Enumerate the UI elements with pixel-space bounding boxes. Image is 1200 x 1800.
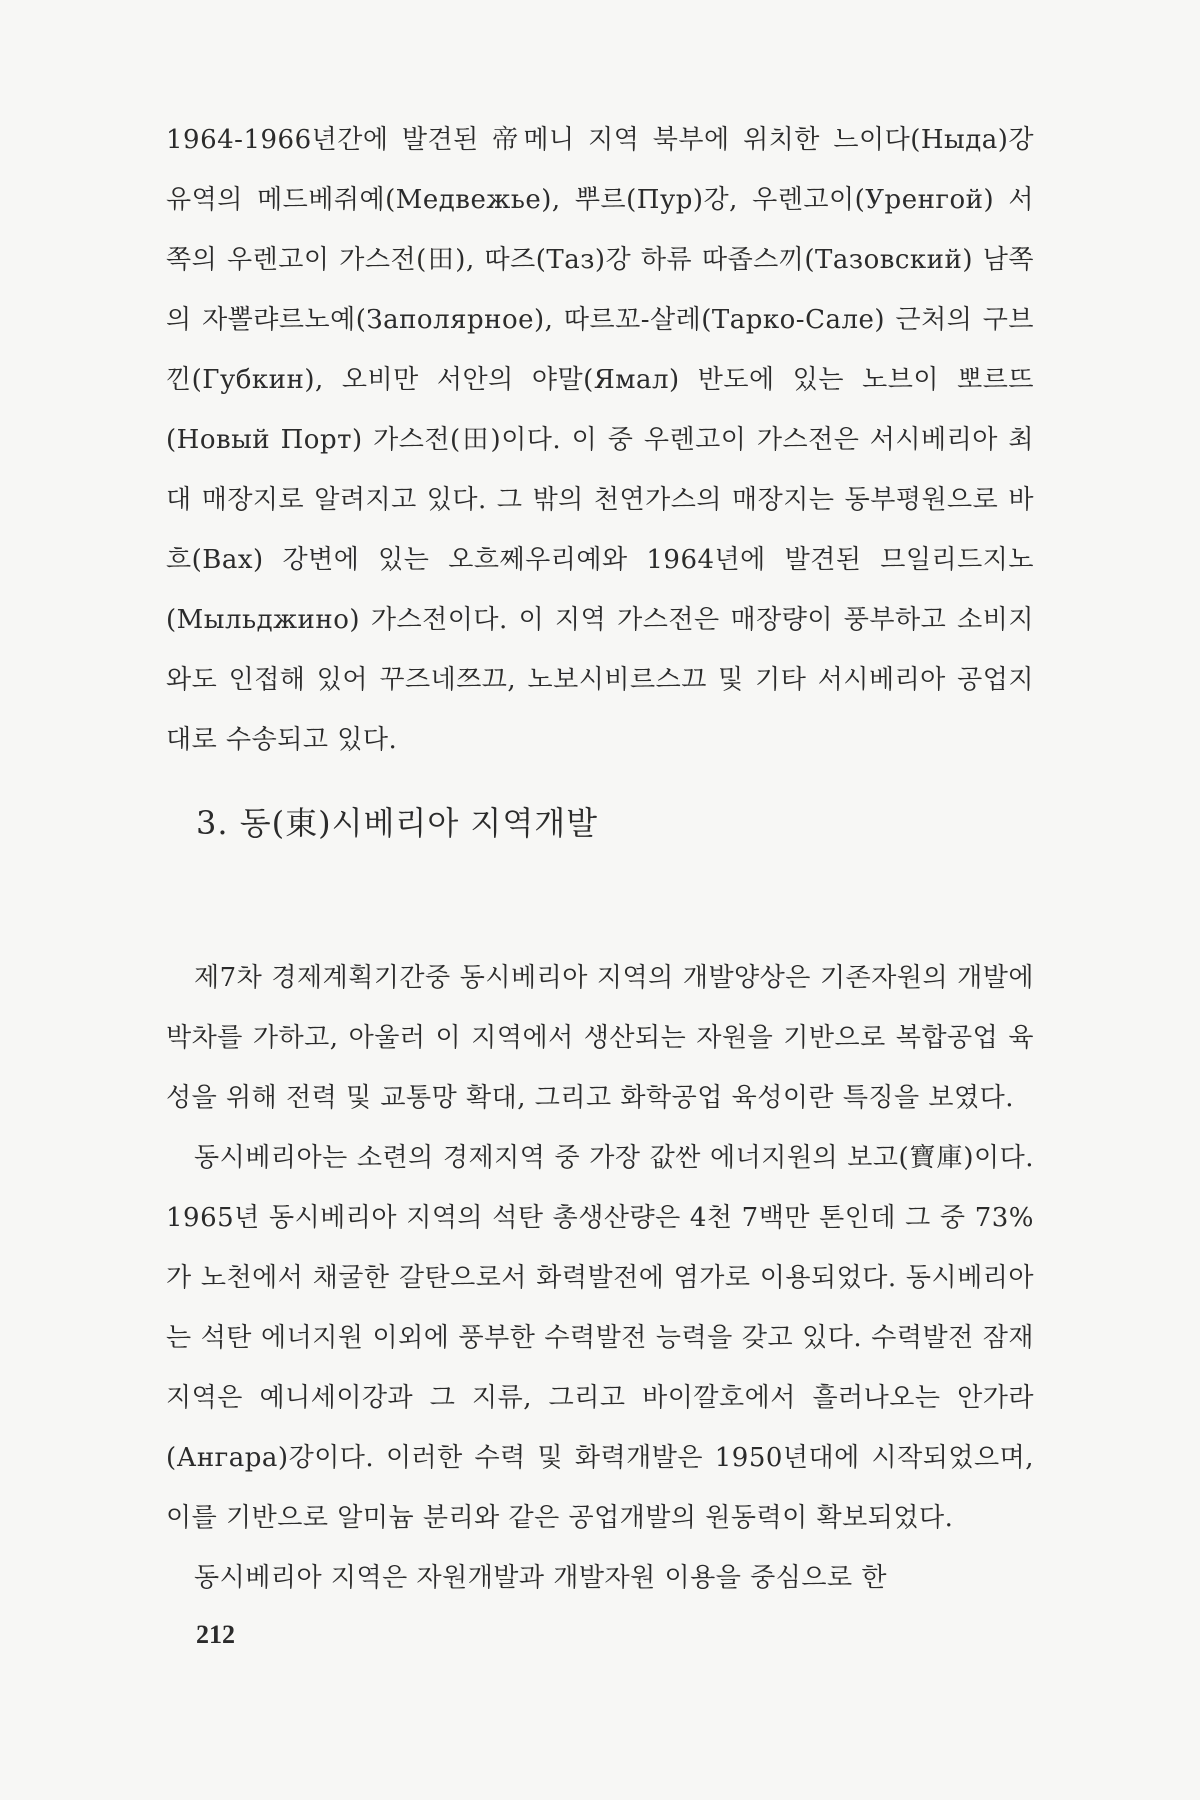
body-text-bottom (166, 948, 1034, 1608)
paragraph-continuation: 동시베리아 지역은 자원개발과 개발자원 이용을 중심으로 한 (194, 1563, 887, 1593)
paragraph-west-siberia-gas: 1964-1966년간에 발견된 帝메니 지역 북부에 위치한 느이다(Ныда)강 유역의 메드베쥐예(Медвежье), 뿌르(Пур)강, 우렌고이(Уренгой) 서쪽의 우렌고이 가스전(田), 따즈(Таз)강 하류 따좁스끼(Тазовский) 남쪽의 자뽈랴르노예(Заполярное), 따르꼬-살레(Тарко-Сале) 근처의 구브낀(Губкин), 오비만 서안의 야말(Ямал) 반도에 있는 노브이 뽀르뜨(Новый Порт) 가스전(田)이다. 이 중 우렌고이 가스전은 서시베리아 최대 매장지로 알려지고 있다. 그 밖의 천연가스의 매장지는 동부평원으로 바흐(Вах) 강변에 있는 오흐쩨우리예와 1964년에 발견된 므일리드지노(Мыльджино) 가스전이다. 이 지역 가스전은 매장량이 풍부하고 소비지와도 인접해 있어 꾸즈네쯔끄, 노보시비르스끄 및 기타 서시베리아 공업지대로 수송되고 있다. (166, 125, 1034, 755)
section-heading: 3. 동(東)시베리아 지역개발 (196, 804, 599, 842)
paragraph-seventh-plan: 제7차 경제계획기간중 동시베리아 지역의 개발양상은 기존자원의 개발에 박차를 가하고, 아울러 이 지역에서 생산되는 자원을 기반으로 복합공업 육성을 위해 전력 및 교통망 확대, 그리고 화학공업 육성이란 특징을 보였다. (166, 963, 1034, 1113)
paragraph-energy-resources: 동시베리아는 소련의 경제지역 중 가장 값싼 에너지원의 보고(寶庫)이다. 1965년 동시베리아 지역의 석탄 총생산량은 4천 7백만 톤인데 그 중 73%가 노천에서 채굴한 갈탄으로서 화력발전에 염가로 이용되었다. 동시베리아는 석탄 에너지원 이외에 풍부한 수력발전 능력을 갖고 있다. 수력발전 잠재지역은 예니세이강과 그 지류, 그리고 바이깔호에서 흘러나오는 안가라(Ангара)강이다. 이러한 수력 및 화력개발은 1950년대에 시작되었으며, 이를 기반으로 알미늄 분리와 같은 공업개발의 원동력이 확보되었다. (166, 1143, 1034, 1533)
body-text-top (166, 110, 1034, 770)
page-number: 212 (196, 1620, 235, 1649)
